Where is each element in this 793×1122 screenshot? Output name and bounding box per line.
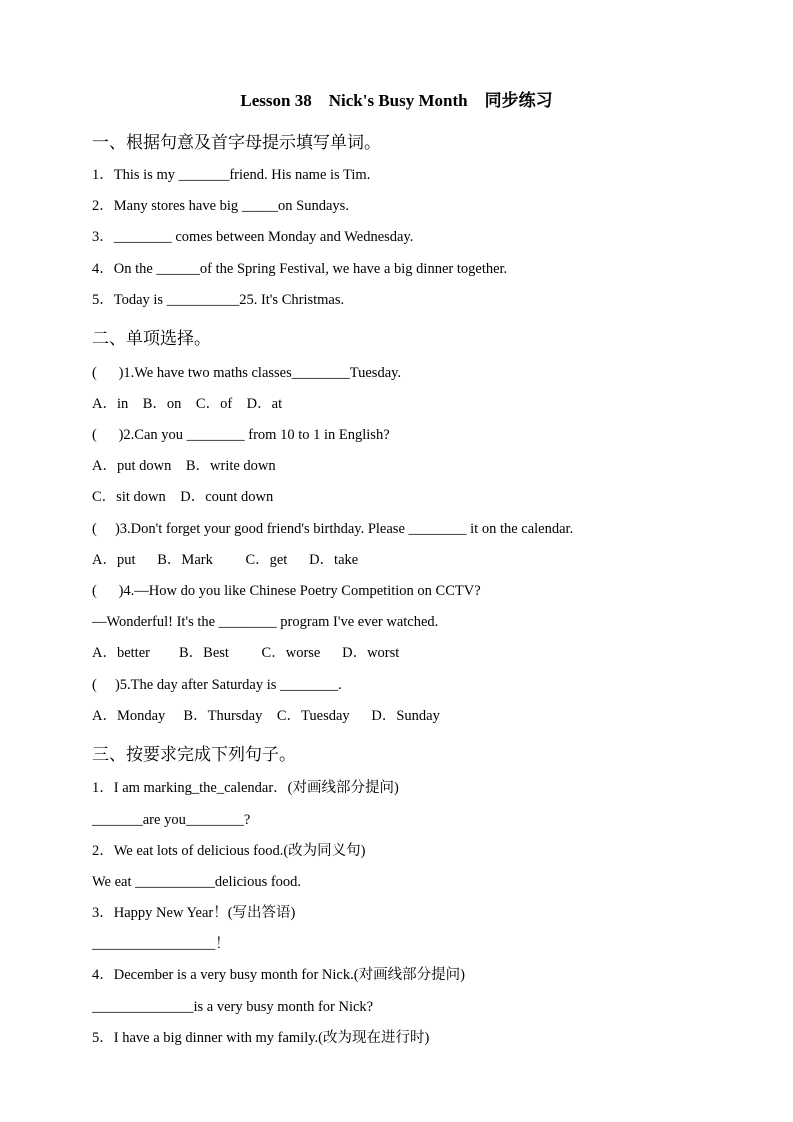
sentence-2: 2．We eat lots of delicious food.(改为同义句) [92, 843, 366, 859]
sentence-4: 4．December is a very busy month for Nick.(对画线部分提问) [92, 967, 465, 983]
question-4-options: A．better B．Best C．worse D．worst [92, 645, 400, 661]
question-5-options: A．Monday B．Thursday C．Tuesday D．Sunday [92, 708, 440, 724]
sentence-3-answer: _________________！ [92, 936, 230, 952]
section1-item-4: 4．On the ______of the Spring Festival, we have a big dinner together. [92, 261, 508, 277]
sentence-1: 1．I am marking_the_calendar．(对画线部分提问) [92, 780, 399, 796]
question-4: ( )4.—How do you like Chinese Poetry Competition on CCTV? [92, 583, 481, 599]
section3-heading: 三、按要求完成下列句子。 [92, 745, 296, 765]
sentence-3: 3．Happy New Year！(写出答语) [92, 905, 296, 921]
question-5: ( )5.The day after Saturday is ________. [92, 677, 342, 693]
question-4-response: —Wonderful! It's the ________ program I've ever watched. [92, 614, 439, 630]
section2-heading: 二、单项选择。 [92, 329, 211, 349]
question-2-options-ab: A．put down B．write down [92, 458, 276, 474]
sentence-1-answer: _______are you________? [92, 812, 251, 828]
question-1: ( )1.We have two maths classes________Tuesday. [92, 365, 402, 381]
section1-item-5: 5．Today is __________25. It's Christmas. [92, 292, 345, 308]
question-2-options-cd: C．sit down D．count down [92, 489, 274, 505]
sentence-4-answer: ______________is a very busy month for Nick? [92, 999, 374, 1015]
section1-item-1: 1．This is my _______friend. His name is Tim. [92, 167, 371, 183]
page-title: Lesson 38 Nick's Busy Month 同步练习 [240, 91, 553, 110]
section1-item-3: 3．________ comes between Monday and Wednesday. [92, 229, 414, 245]
question-3-options: A．put B．Mark C．get D．take [92, 552, 359, 568]
question-1-options: A．in B．on C．of D．at [92, 396, 283, 412]
question-3: ( )3.Don't forget your good friend's birthday. Please ________ it on the calendar. [92, 521, 574, 537]
sentence-5: 5．I have a big dinner with my family.(改为现在进行时) [92, 1030, 430, 1046]
section1-item-2: 2．Many stores have big _____on Sundays. [92, 198, 349, 214]
sentence-2-answer: We eat ___________delicious food. [92, 874, 302, 890]
section1-heading: 一、根据句意及首字母提示填写单词。 [92, 133, 381, 153]
question-2: ( )2.Can you ________ from 10 to 1 in English? [92, 427, 390, 443]
